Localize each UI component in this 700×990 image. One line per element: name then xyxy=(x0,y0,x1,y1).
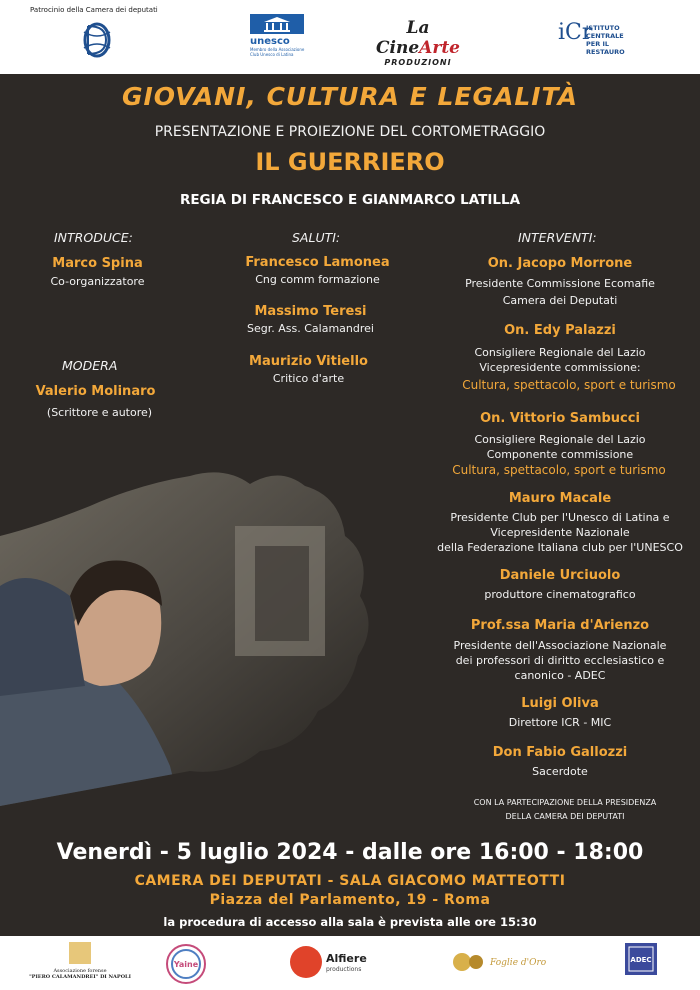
unesco-temple-icon xyxy=(250,14,304,34)
interventi-heading: INTERVENTI: xyxy=(518,230,597,245)
yaine-logo-icon xyxy=(164,942,208,986)
cinearte-logo xyxy=(372,18,464,67)
interventi-role-3b: Componente commissione xyxy=(486,448,634,461)
interventi-role-3a: Consigliere Regionale del Lazio xyxy=(474,433,646,446)
icr-text xyxy=(586,24,648,56)
adec-logo-icon xyxy=(624,942,658,976)
assoc-line-1: Associazione forense xyxy=(53,968,107,974)
interventi-name-2: On. Edy Palazzi xyxy=(504,323,616,338)
regia-line: REGIA DI FRANCESCO E GIANMARCO LATILLA xyxy=(179,192,521,208)
top-logo-strip xyxy=(0,0,700,74)
icr-logo xyxy=(558,18,648,58)
saluti-name-2: Massimo Teresi xyxy=(254,304,367,319)
assoc-line-2: "PIERO CALAMANDREI" DI NAPOLI xyxy=(29,974,131,980)
interventi-name-7: Luigi Oliva xyxy=(521,696,599,711)
event-venue: CAMERA DEI DEPUTATI - SALA GIACOMO MATTEOTTI xyxy=(134,873,566,889)
event-address: Piazza del Parlamento, 19 - Roma xyxy=(209,892,491,908)
interventi-name-5: Daniele Urciuolo xyxy=(499,568,621,583)
event-date-line: Venerdì - 5 luglio 2024 - dalle ore 16:00 - 18:00 xyxy=(56,840,644,865)
interventi-role-4c: della Federazione Italiana club per l'UNESCO xyxy=(437,541,683,554)
foglie-label: Foglie d'Oro xyxy=(490,958,547,968)
interventi-role-5a: produttore cinematografico xyxy=(484,588,636,601)
patrocinio-label: Patrocinio della Camera dei deputati xyxy=(30,6,158,14)
bottom-logo-strip xyxy=(0,936,700,990)
film-still-photo xyxy=(0,466,420,806)
alfiere-sub: productions xyxy=(326,966,362,973)
associazione-forense-logo xyxy=(20,942,140,988)
film-title: IL GUERRIERO xyxy=(255,148,445,176)
interventi-role-2c: Cultura, spettacolo, sport e turismo xyxy=(462,378,676,392)
cinearte-sub: PRODUZIONI xyxy=(384,58,452,67)
interventi-name-6: Prof.ssa Maria d'Arienzo xyxy=(470,618,650,633)
foglie-oro-logo-icon xyxy=(450,942,570,982)
unesco-word: unesco xyxy=(250,36,290,47)
icr-line2: CENTRALE xyxy=(586,32,624,40)
saluti-role-1: Cng comm formazione xyxy=(255,273,380,286)
event-subtitle: PRESENTAZIONE E PROIEZIONE DEL CORTOMETRAGGIO xyxy=(154,124,546,140)
unesco-sub: Membro della Associazione Club Unesco di Latina xyxy=(250,47,305,57)
interventi-role-6a: Presidente dell'Associazione Nazionale xyxy=(453,639,667,652)
interventi-role-1b: Camera dei Deputati xyxy=(502,294,618,307)
alfiere-logo xyxy=(290,942,370,982)
modera-name: Valerio Molinaro xyxy=(35,384,156,399)
interventi-name-4: Mauro Macale xyxy=(508,491,612,506)
saluti-name-1: Francesco Lamonea xyxy=(245,255,390,270)
event-title: GIOVANI, CULTURA E LEGALITÀ xyxy=(121,82,579,111)
interventi-role-1a: Presidente Commissione Ecomafie xyxy=(465,277,655,290)
interventi-role-2b: Vicepresidente commissione: xyxy=(479,361,641,374)
cinearte-main-b: Arte xyxy=(419,38,460,58)
interventi-role-2a: Consigliere Regionale del Lazio xyxy=(474,346,646,359)
introduce-role: Co-organizzatore xyxy=(50,275,145,288)
modera-role: (Scrittore e autore) xyxy=(46,406,153,419)
partecipazione-note xyxy=(430,796,700,824)
introduce-name: Marco Spina xyxy=(52,256,143,271)
saluti-role-3: Critico d'arte xyxy=(272,372,345,385)
saluti-role-2: Segr. Ass. Calamandrei xyxy=(247,322,374,335)
partecipazione-line-1: CON LA PARTECIPAZIONE DELLA PRESIDENZA xyxy=(473,798,657,807)
interventi-name-3: On. Vittorio Sambucci xyxy=(480,411,640,426)
icr-line3: PER IL RESTAURO xyxy=(586,40,625,56)
interventi-role-6c: canonico - ADEC xyxy=(514,669,606,682)
owl-emblem-icon xyxy=(69,942,91,964)
saluti-name-3: Maurizio Vitiello xyxy=(249,354,368,369)
unesco-logo xyxy=(250,14,310,64)
introduce-heading: INTRODUCE: xyxy=(54,230,133,245)
icr-mark: iCr xyxy=(558,20,593,45)
interventi-role-8a: Sacerdote xyxy=(532,765,588,778)
access-note: la procedura di accesso alla sala è prevista alle ore 15:30 xyxy=(163,915,537,929)
cinearte-main-a: La Cine xyxy=(376,18,430,58)
interventi-role-3c: Cultura, spettacolo, sport e turismo xyxy=(452,463,666,477)
adec-label: ADEC xyxy=(630,956,652,964)
interventi-role-7a: Direttore ICR - MIC xyxy=(508,716,612,729)
alfiere-label: Alfiere xyxy=(326,952,367,965)
interventi-role-6b: dei professori di diritto ecclesiastico e xyxy=(455,654,665,667)
interventi-role-4a: Presidente Club per l'Unesco di Latina e xyxy=(450,511,670,524)
icr-line1: ISTITUTO xyxy=(586,24,620,32)
interventi-name-8: Don Fabio Gallozzi xyxy=(492,745,628,760)
modera-heading: MODERA xyxy=(62,358,118,373)
yaine-label: Yaine xyxy=(173,960,199,969)
alfiere-emblem-icon xyxy=(290,946,322,978)
poster xyxy=(0,74,700,936)
partecipazione-line-2: DELLA CAMERA DEI DEPUTATI xyxy=(505,812,625,821)
interventi-name-1: On. Jacopo Morrone xyxy=(487,256,633,271)
camera-deputati-logo-icon xyxy=(78,18,116,62)
interventi-role-4b: Vicepresidente Nazionale xyxy=(490,526,630,539)
saluti-heading: SALUTI: xyxy=(292,230,341,245)
